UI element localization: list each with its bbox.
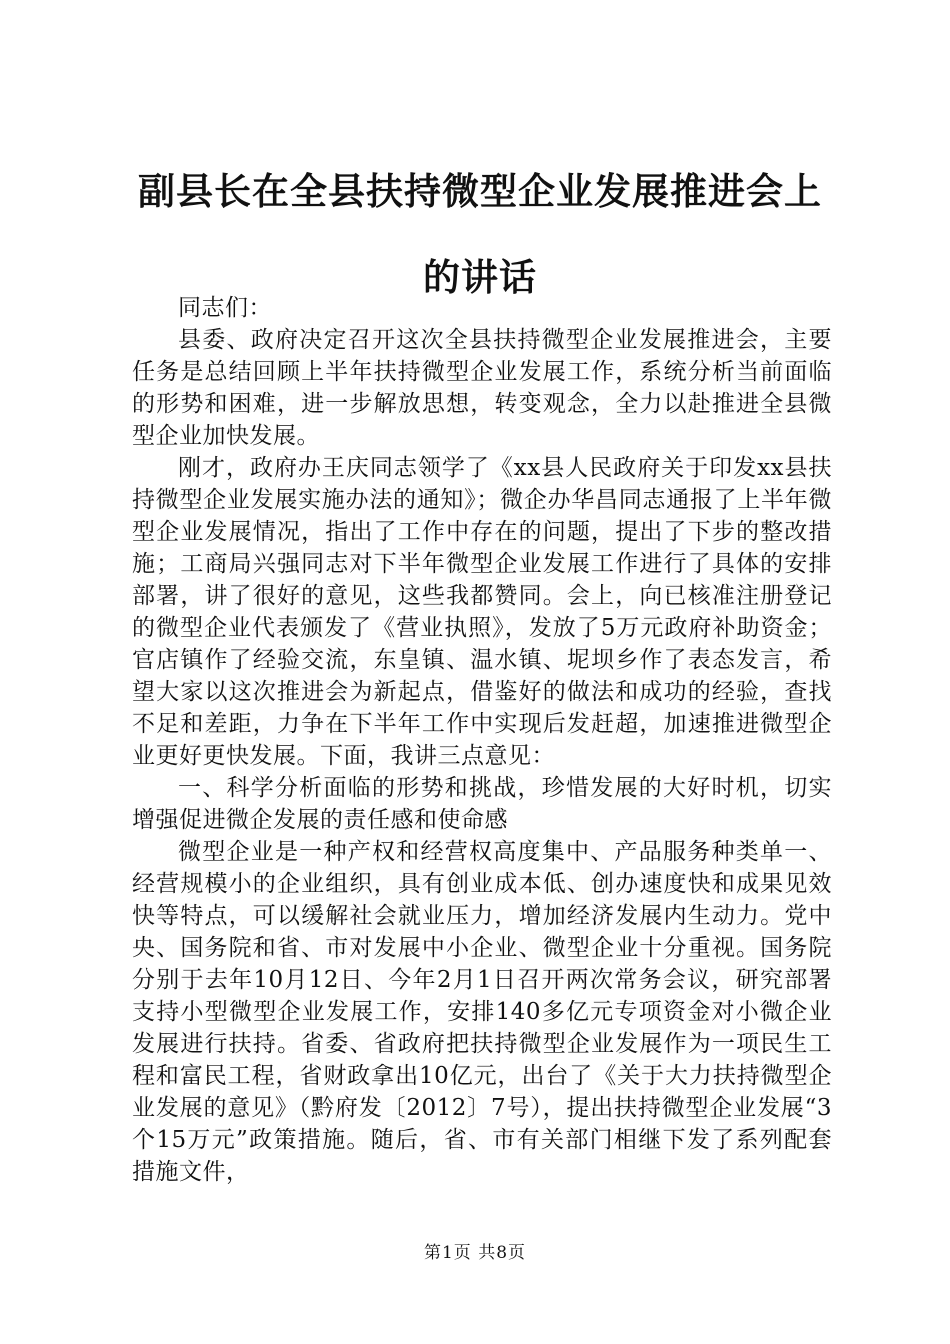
document-body	[132, 292, 832, 1188]
body-paragraph: 刚才，政府办王庆同志领学了《xx县人民政府关于印发xx县扶持微型企业发展实施办法的通知》；微企办华昌同志通报了上半年微型企业发展情况，指出了工作中存在的问题，提出了下步的整改措施；工商局兴强同志对下半年微型企业发展工作进行了具体的安排部署，讲了很好的意见，这些我都赞同。会上，向已核准注册登记的微型企业代表颁发了《营业执照》，发放了5万元政府补助资金；官店镇作了经验交流，东皇镇、温水镇、坭坝乡作了表态发言，希望大家以这次推进会为新起点，借鉴好的做法和成功的经验，查找不足和差距，力争在下半年工作中实现后发赶超，加速推进微型企业更好更快发展。下面，我讲三点意见：	[132, 455, 832, 769]
body-paragraph: 县委、政府决定召开这次全县扶持微型企业发展推进会，主要任务是总结回顾上半年扶持微型企业发展工作，系统分析当前面临的形势和困难，进一步解放思想，转变观念，全力以赴推进全县微型企业加快发展。	[132, 327, 832, 449]
salutation-paragraph: 同志们：	[178, 295, 272, 321]
body-paragraph: 微型企业是一种产权和经营权高度集中、产品服务种类单一、经营规模小的企业组织，具有创业成本低、创办速度快和成果见效快等特点，可以缓解社会就业压力，增加经济发展内生动力。党中央、国务院和省、市对发展中小企业、微型企业十分重视。国务院分别于去年10月12日、今年2月1日召开两次常务会议，研究部署支持小型微型企业发展工作，安排140多亿元专项资金对小微企业发展进行扶持。省委、省政府把扶持微型企业发展作为一项民生工程和富民工程，省财政拿出10亿元，出台了《关于大力扶持微型企业发展的意见》（黔府发〔2012〕7号），提出扶持微型企业发展“3个15万元”政策措施。随后，省、市有关部门相继下发了系列配套措施文件，	[132, 839, 832, 1185]
section-heading: 一、科学分析面临的形势和挑战，珍惜发展的大好时机，切实增强促进微企发展的责任感和使命感	[132, 775, 832, 833]
document-title: 副县长在全县扶持微型企业发展推进会上的讲话	[138, 169, 822, 299]
page-number-footer: 第1页 共8页	[423, 1243, 527, 1263]
